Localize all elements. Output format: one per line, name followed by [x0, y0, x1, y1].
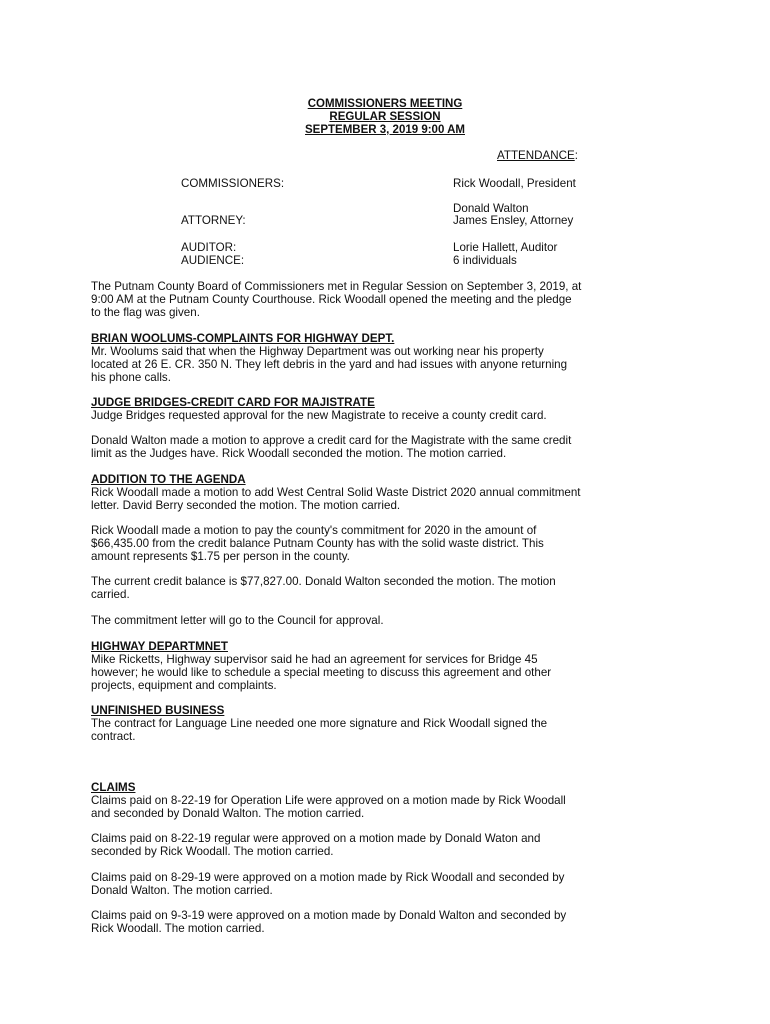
attendance-heading: ATTENDANCE: — [497, 149, 578, 162]
commissioners-label: COMMISSIONERS: — [181, 177, 285, 190]
agenda-letter: The commitment letter will go to the Council for approval. — [91, 614, 384, 627]
highway-section: HIGHWAY DEPARTMNET Mike Ricketts, Highway supervisor said he had an agreement for services for Bridge 45 however; he would like to schedule a special meeting to discuss this agreement and other projects, equipment and complaints. — [91, 640, 691, 692]
section-heading: HIGHWAY DEPARTMNET — [91, 640, 228, 653]
woolums-section: BRIAN WOOLUMS-COMPLAINTS FOR HIGHWAY DEPT. Mr. Woolums said that when the Highway Department was out working near his property located at 26 E. CR. 350 N. They left debris in the yard and had issues with anyone returning his phone calls. — [91, 332, 691, 384]
claims-section: CLAIMS Claims paid on 8-22-19 for Operation Life were approved on a motion made by Rick Woodall and seconded by Donald Walton. The motion carried. — [91, 781, 691, 820]
claims-9-3: Claims paid on 9-3-19 were approved on a motion made by Donald Walton and seconded by Rick Woodall. The motion carried. — [91, 909, 567, 935]
auditor-name: Lorie Hallett, Auditor — [453, 241, 558, 254]
auditor-label: AUDITOR: — [181, 241, 237, 254]
session-type: REGULAR SESSION — [329, 111, 441, 123]
agenda-section: ADDITION TO THE AGENDA Rick Woodall made a motion to add West Central Solid Waste District 2020 annual commitment letter. David Berry seconded the motion. The motion carried. — [91, 473, 691, 512]
audience-label: AUDIENCE: — [181, 254, 245, 267]
meeting-title: COMMISSIONERS MEETING — [307, 98, 463, 110]
section-heading: UNFINISHED BUSINESS — [91, 704, 225, 717]
agenda-commitment: Rick Woodall made a motion to pay the county's commitment for 2020 in the amount of $66,435.00 from the credit balance Putnam County has with the solid waste district. This amount represents $1.75 per person in the county. — [91, 524, 544, 563]
attorney-label: ATTORNEY: — [181, 214, 246, 227]
section-heading: BRIAN WOOLUMS-COMPLAINTS FOR HIGHWAY DEPT. — [91, 332, 395, 345]
agenda-balance: The current credit balance is $77,827.00. Donald Walton seconded the motion. The motion carried. — [91, 575, 556, 601]
bridges-section: JUDGE BRIDGES-CREDIT CARD FOR MAJISTRATE Judge Bridges requested approval for the new Magistrate to receive a county credit card. — [91, 396, 691, 422]
claims-regular: Claims paid on 8-22-19 regular were approved on a motion made by Donald Waton and seconded by Rick Woodall. The motion carried. — [91, 832, 541, 858]
section-heading: JUDGE BRIDGES-CREDIT CARD FOR MAJISTRATE — [91, 396, 375, 409]
commissioner-1: Rick Woodall, President — [453, 177, 576, 190]
unfinished-section: UNFINISHED BUSINESS The contract for Language Line needed one more signature and Rick Woodall signed the contract. — [91, 704, 691, 743]
attorney-name: James Ensley, Attorney — [453, 214, 574, 227]
intro-paragraph: The Putnam County Board of Commissioners met in Regular Session on September 3, 2019, at 9:00 AM at the Putnam County Courthouse. Rick Woodall opened the meeting and the pledge to the flag was given. — [91, 280, 582, 319]
bridges-motion: Donald Walton made a motion to approve a credit card for the Magistrate with the same credit limit as the Judges have. Rick Woodall seconded the motion. The motion carried. — [91, 434, 572, 460]
audience-count: 6 individuals — [453, 254, 517, 267]
meeting-date: SEPTEMBER 3, 2019 9:00 AM — [305, 124, 465, 136]
commissioner-2: Donald Walton — [453, 202, 529, 215]
section-heading: CLAIMS — [91, 781, 136, 794]
claims-8-29: Claims paid on 8-29-19 were approved on a motion made by Rick Woodall and seconded by Donald Walton. The motion carried. — [91, 871, 565, 897]
section-heading: ADDITION TO THE AGENDA — [91, 473, 246, 486]
